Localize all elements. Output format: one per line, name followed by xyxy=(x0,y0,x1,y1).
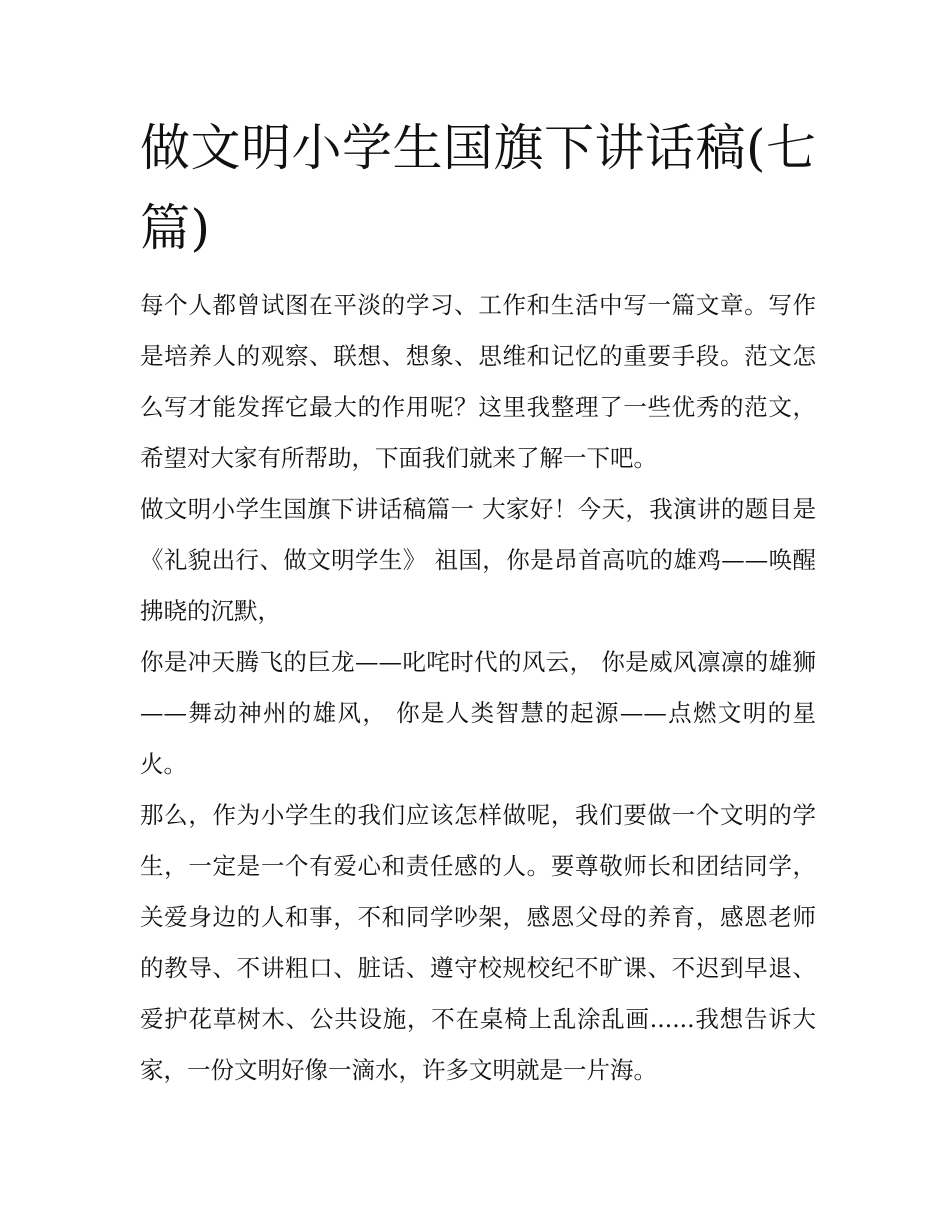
paragraph-intro: 每个人都曾试图在平淡的学习、工作和生活中写一篇文章。写作是培养人的观察、联想、想象、思维和记忆的重要手段。范文怎么写才能发挥它最大的作用呢？这里我整理了一些优秀的范文，希望对大家有所帮助，下面我们就来了解一下吧。 xyxy=(140,291,816,472)
document-body xyxy=(140,280,816,1096)
paragraph-speech-opening: 做文明小学生国旗下讲话稿篇一 大家好！今天，我演讲的题目是《礼貌出行、做文明学生》 祖国，你是昂首高吭的雄鸡——唤醒拂晓的沉默， xyxy=(140,495,816,625)
paragraph-civilized-student: 那么，作为小学生的我们应该怎样做呢，我们要做一个文明的学生，一定是一个有爱心和责任感的人。要尊敬师长和团结同学，关爱身边的人和事，不和同学吵架，感恩父母的养育，感恩老师的教导、不讲粗口、脏话、遵守校规校纪不旷课、不迟到早退、爱护花草树木、公共设施，不在桌椅上乱涂乱画......我想告诉大家，一份文明好像一滴水，许多文明就是一片海。 xyxy=(140,801,816,1084)
document-title: 做文明小学生国旗下讲话稿(七篇) xyxy=(140,119,817,257)
paragraph-motherland: 你是冲天腾飞的巨龙——叱咤时代的风云， 你是威风凛凛的雄狮——舞动神州的雄风， 你是人类智慧的起源——点燃文明的星火。 xyxy=(140,648,816,778)
